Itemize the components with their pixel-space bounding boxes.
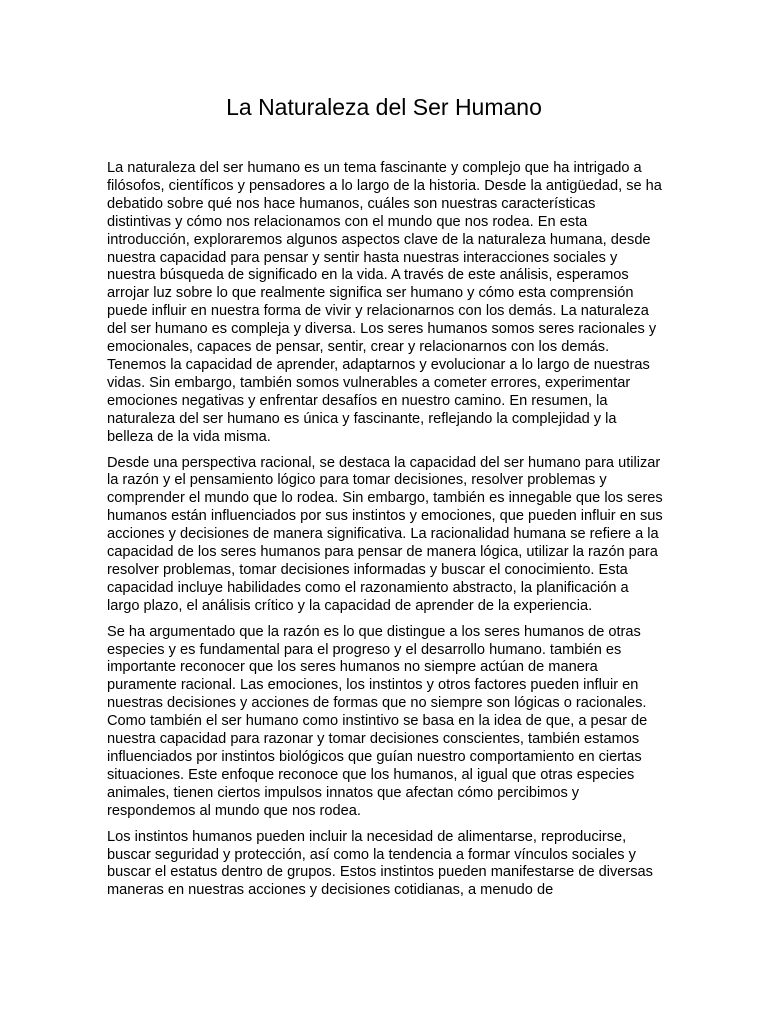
document-title: La Naturaleza del Ser Humano (226, 94, 542, 120)
paragraph-3: Se ha argumentado que la razón es lo que distingue a los seres humanos de otras especies y es fundamental para el progreso y el desarrollo humano. también es importante reconocer que los seres humanos no siempre actúan de manera puramente racional. Las emociones, los instintos y otros factores pueden influir en nuestras decisiones y acciones de formas que no siempre son lógicas o racionales. Como también el ser humano como instintivo se basa en la idea de que, a pesar de nuestra capacidad para razonar y tomar decisiones conscientes, también estamos influenciados por instintos biológicos que guían nuestro comportamiento en ciertas situaciones. Este enfoque reconoce que los humanos, al igual que otras especies animales, tienen ciertos impulsos innatos que afectan cómo percibimos y respondemos al mundo que nos rodea. (107, 623, 648, 819)
paragraph-2: Desde una perspectiva racional, se destaca la capacidad del ser humano para utilizar la razón y el pensamiento lógico para tomar decisiones, resolver problemas y comprender el mundo que lo rodea. Sin embargo, también es innegable que los seres humanos están influenciados por sus instintos y emociones, que pueden influir en sus acciones y decisiones de manera significativa. La racionalidad humana se refiere a la capacidad de los seres humanos para pensar de manera lógica, utilizar la razón para resolver problemas, tomar decisiones informadas y buscar el conocimiento. Esta capacidad incluye habilidades como el razonamiento abstracto, la planificación a largo plazo, el análisis crítico y la capacidad de aprender de la experiencia. (107, 454, 663, 614)
document-body (107, 160, 663, 908)
paragraph-1: La naturaleza del ser humano es un tema fascinante y complejo que ha intrigado a filósofos, científicos y pensadores a lo largo de la historia. Desde la antigüedad, se ha debatido sobre qué nos hace humanos, cuáles son nuestras características distintivas y cómo nos relacionamos con el mundo que nos rodea. En esta introducción, exploraremos algunos aspectos clave de la naturaleza humana, desde nuestra capacidad para pensar y sentir hasta nuestras interacciones sociales y nuestra búsqueda de significado en la vida. A través de este análisis, esperamos arrojar luz sobre lo que realmente significa ser humano y cómo esta comprensión puede influir en nuestra forma de vivir y relacionarnos con los demás. La naturaleza del ser humano es compleja y diversa. Los seres humanos somos seres racionales y emocionales, capaces de pensar, sentir, crear y relacionarnos con los demás. Tenemos la capacidad de aprender, adaptarnos y evolucionar a lo largo de nuestras vidas. Sin embargo, también somos vulnerables a cometer errores, experimentar emociones negativas y enfrentar desafíos en nuestro camino. En resumen, la naturaleza del ser humano es única y fascinante, reflejando la complejidad y la belleza de la vida misma. (107, 160, 662, 445)
paragraph-4: Los instintos humanos pueden incluir la necesidad de alimentarse, reproducirse, buscar seguridad y protección, así como la tendencia a formar vínculos sociales y buscar el estatus dentro de grupos. Estos instintos pueden manifestarse de diversas maneras en nuestras acciones y decisiones cotidianas, a menudo de (107, 828, 653, 899)
